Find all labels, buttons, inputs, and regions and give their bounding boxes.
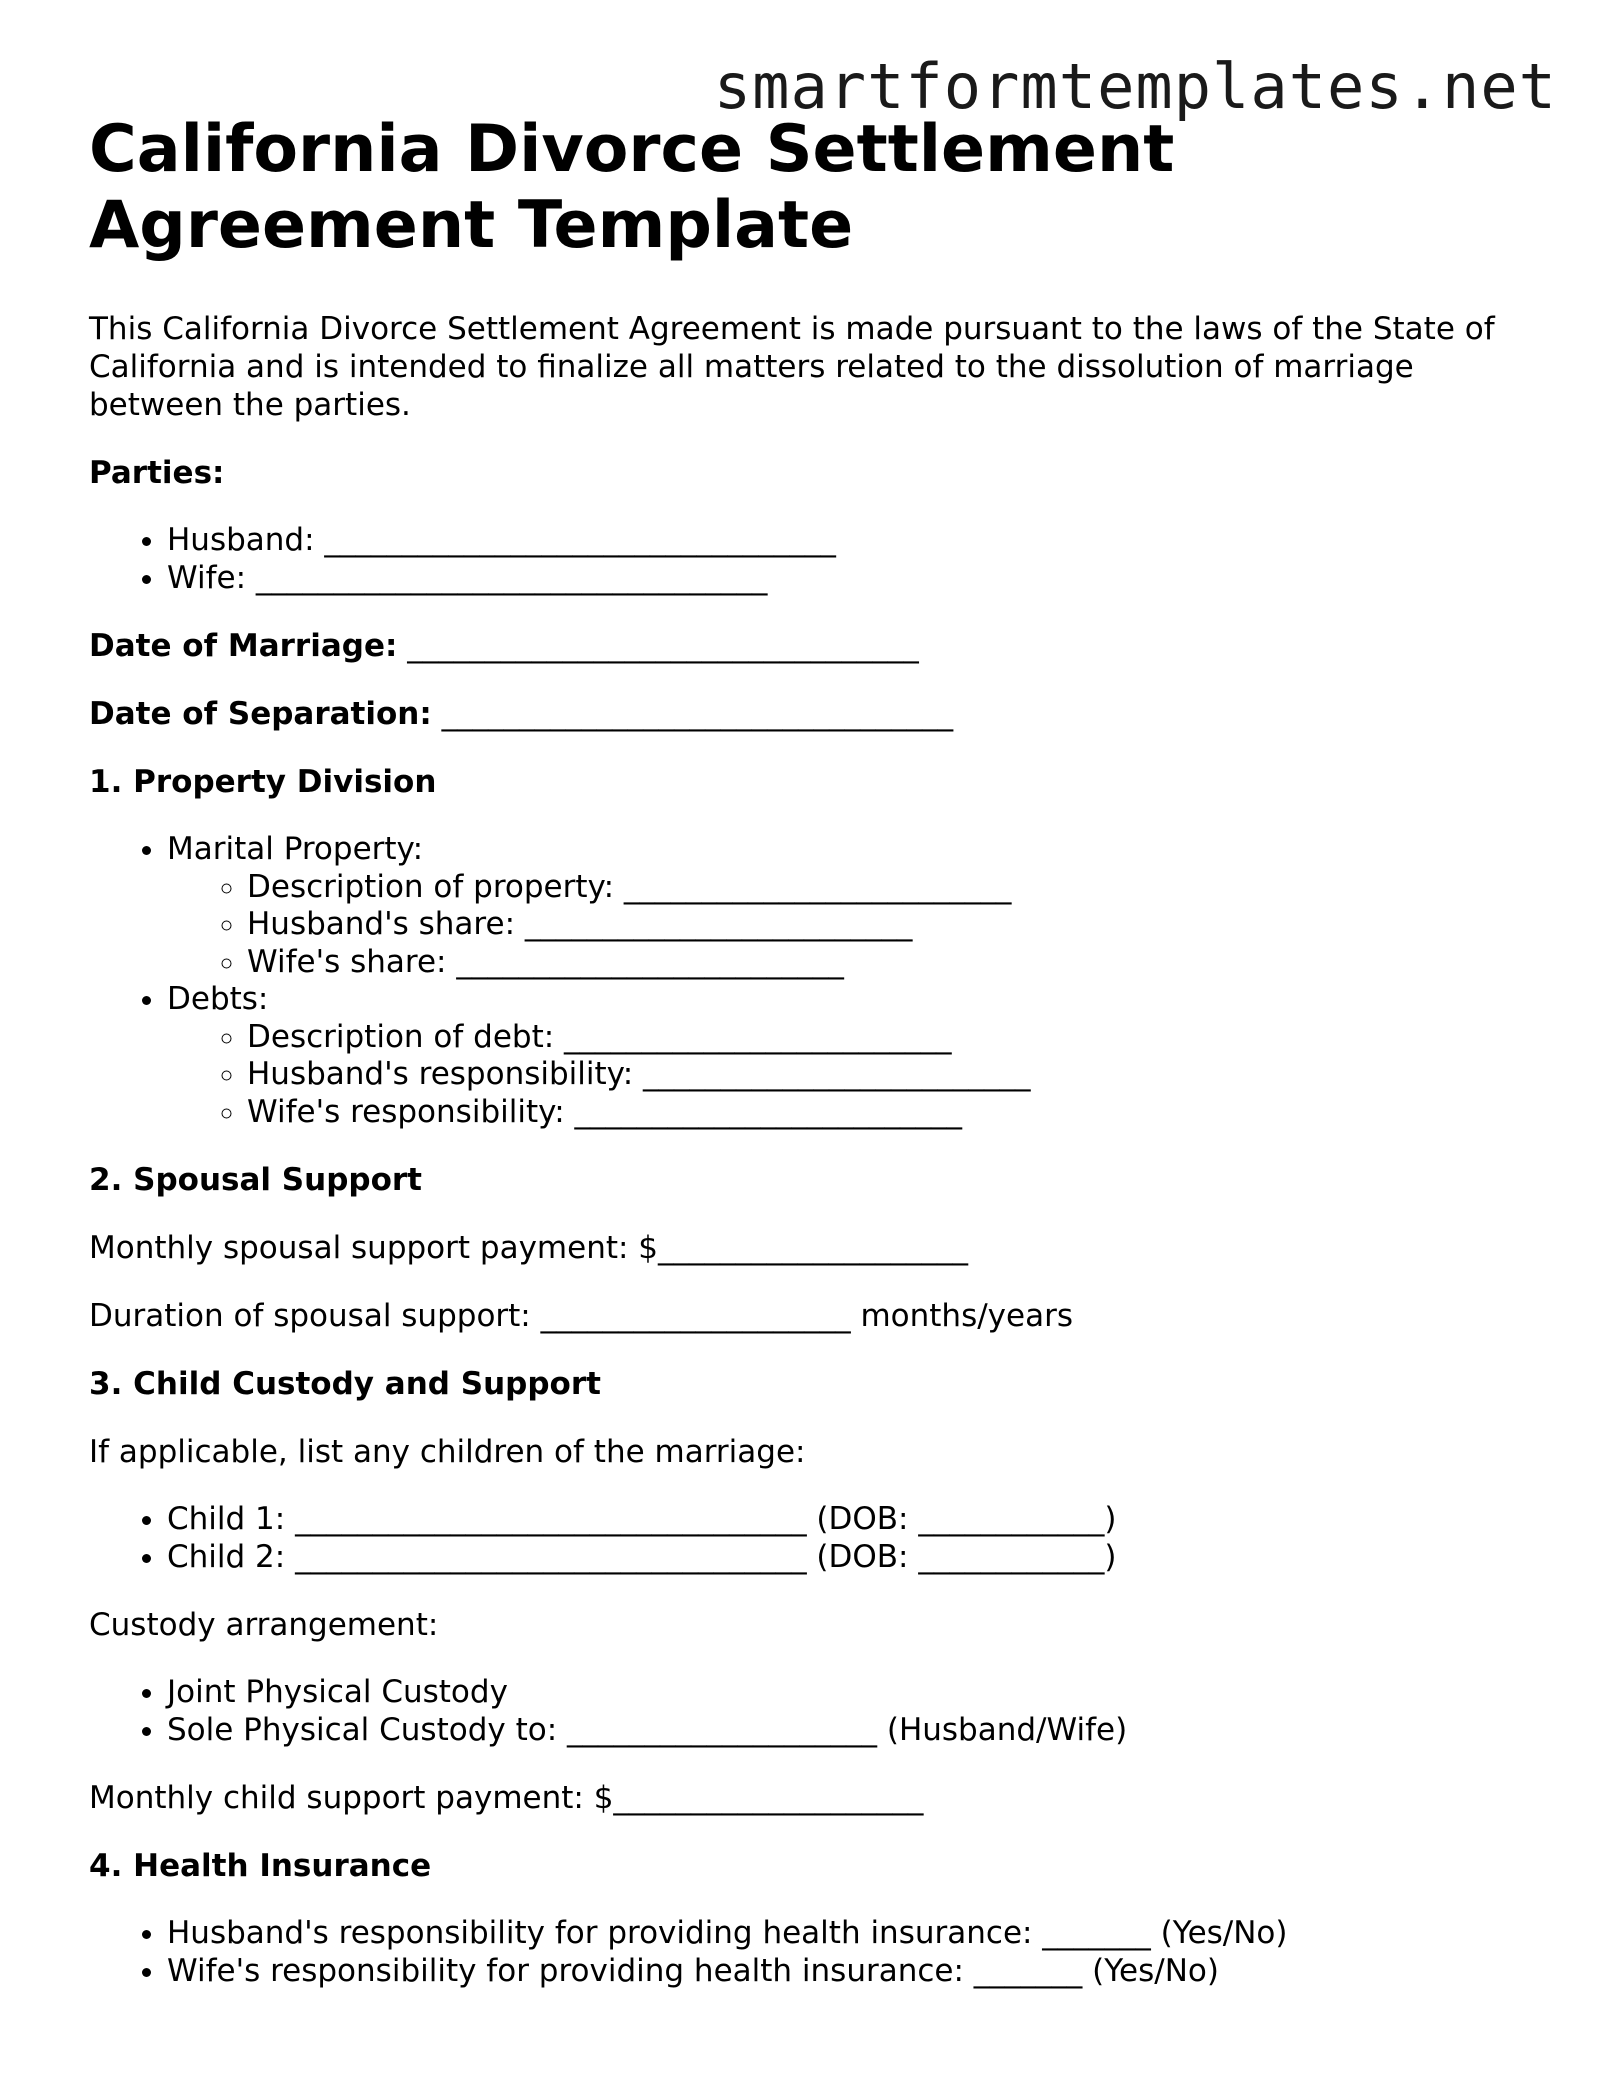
sole-custody-field[interactable]: • Sole Physical Custody to: ____________________ (Husband/Wife) bbox=[167, 1712, 1549, 1750]
debts-label: Debts: bbox=[167, 981, 269, 1017]
debts-sublist bbox=[167, 1019, 1549, 1132]
health-insurance-heading: 4. Health Insurance bbox=[89, 1848, 432, 1884]
spousal-payment-field[interactable]: Monthly spousal support payment: $____________________ bbox=[89, 1230, 969, 1266]
property-description-field[interactable]: ◦ Description of property: _________________________ bbox=[247, 869, 1549, 907]
child-1-field[interactable]: • Child 1: _________________________________ (DOB: ____________) bbox=[167, 1501, 1549, 1539]
watermark: smartformtemplates.net bbox=[713, 50, 1557, 123]
debts-item bbox=[167, 981, 1549, 1131]
parties-heading: Parties: bbox=[89, 455, 225, 491]
child-support-payment-field[interactable]: Monthly child support payment: $____________________ bbox=[89, 1780, 924, 1816]
child-2-field[interactable]: • Child 2: _________________________________ (DOB: ____________) bbox=[167, 1539, 1549, 1577]
wife-responsibility-field[interactable]: ◦ Wife's responsibility: _________________________ bbox=[247, 1094, 1549, 1132]
document-title: California Divorce Settlement Agreement Template bbox=[89, 112, 1175, 263]
children-list bbox=[89, 1501, 1549, 1576]
date-of-marriage-blank[interactable]: _________________________________ bbox=[407, 628, 919, 664]
property-division-heading: 1. Property Division bbox=[89, 764, 437, 800]
children-intro: If applicable, list any children of the marriage: bbox=[89, 1434, 806, 1470]
date-of-separation-blank[interactable]: _________________________________ bbox=[441, 696, 954, 732]
custody-arrangement-list bbox=[89, 1674, 1549, 1749]
document-page bbox=[89, 112, 1549, 1990]
wife-share-field[interactable]: ◦ Wife's share: _________________________ bbox=[247, 944, 1549, 982]
custody-arrangement-label: Custody arrangement: bbox=[89, 1607, 439, 1643]
joint-custody-option[interactable]: • Joint Physical Custody bbox=[167, 1674, 1549, 1712]
date-of-separation-field[interactable] bbox=[89, 695, 1549, 733]
marital-property-sublist bbox=[167, 869, 1549, 982]
date-of-separation-label: Date of Separation: bbox=[89, 696, 432, 732]
parties-list bbox=[89, 522, 1549, 597]
marital-property-label: Marital Property: bbox=[167, 831, 424, 867]
intro-paragraph: This California Divorce Settlement Agreement is made pursuant to the laws of the State of California and is intended to finalize all matters related to the dissolution of marriage between the parties. bbox=[89, 311, 1495, 423]
date-of-marriage-field[interactable] bbox=[89, 627, 1549, 665]
date-of-marriage-label: Date of Marriage: bbox=[89, 628, 398, 664]
husband-field[interactable]: • Husband: _________________________________ bbox=[167, 522, 1549, 560]
spousal-duration-field[interactable]: Duration of spousal support: ____________________ months/years bbox=[89, 1298, 1073, 1334]
husband-share-field[interactable]: ◦ Husband's share: _________________________ bbox=[247, 906, 1549, 944]
husband-health-insurance-field[interactable]: • Husband's responsibility for providing health insurance: _______ (Yes/No) bbox=[167, 1915, 1549, 1953]
spousal-support-heading: 2. Spousal Support bbox=[89, 1162, 422, 1198]
property-list bbox=[89, 831, 1549, 1131]
health-insurance-list bbox=[89, 1915, 1549, 1990]
wife-health-insurance-field[interactable]: • Wife's responsibility for providing health insurance: _______ (Yes/No) bbox=[167, 1953, 1549, 1991]
debt-description-field[interactable]: ◦ Description of debt: _________________________ bbox=[247, 1019, 1549, 1057]
child-custody-heading: 3. Child Custody and Support bbox=[89, 1366, 601, 1402]
wife-field[interactable]: • Wife: _________________________________ bbox=[167, 560, 1549, 598]
marital-property-item bbox=[167, 831, 1549, 981]
husband-responsibility-field[interactable]: ◦ Husband's responsibility: _________________________ bbox=[247, 1056, 1549, 1094]
